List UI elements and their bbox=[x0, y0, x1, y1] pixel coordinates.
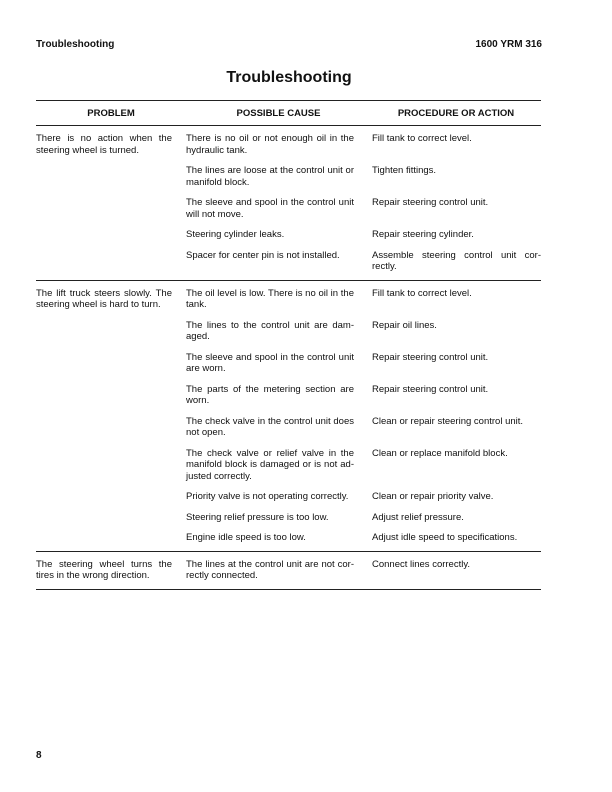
problem-cell: There is no action when the steering wheel is turned. bbox=[36, 133, 172, 156]
table-row bbox=[186, 320, 541, 343]
action-cell: Clean or replace manifold block. bbox=[372, 447, 508, 459]
cause-cell: Engine idle speed is too low. bbox=[186, 532, 306, 543]
troubleshooting-table bbox=[36, 100, 541, 590]
problem-group bbox=[36, 552, 541, 590]
column-header-possible-cause: POSSIBLE CAUSE bbox=[236, 107, 321, 119]
cause-cell: There is no oil or not enough oil in the hydraulic tank. bbox=[186, 133, 354, 156]
table-row bbox=[186, 197, 541, 220]
table-header-row bbox=[36, 101, 541, 126]
action-cell: Fill tank to correct level. bbox=[372, 287, 472, 299]
table-row bbox=[186, 288, 541, 311]
action-cell: Clean or repair priority valve. bbox=[372, 491, 494, 502]
cause-action-list bbox=[186, 133, 541, 273]
table-row bbox=[186, 448, 541, 483]
cause-cell: The parts of the metering section are worn. bbox=[186, 383, 354, 406]
cause-cell: The lines are loose at the control unit or manifold block. bbox=[186, 165, 354, 188]
column-header-problem: PROBLEM bbox=[87, 107, 135, 119]
table-row bbox=[186, 133, 541, 156]
problem-group bbox=[36, 126, 541, 281]
action-cell: Repair steering control unit. bbox=[372, 197, 489, 208]
table-row bbox=[186, 250, 541, 273]
running-header-section: Troubleshooting bbox=[36, 39, 115, 50]
action-cell: Connect lines correctly. bbox=[372, 558, 471, 570]
table-row bbox=[186, 384, 541, 407]
table-row bbox=[186, 352, 541, 375]
table-row bbox=[186, 512, 541, 524]
cause-cell: Steering relief pressure is too low. bbox=[186, 511, 329, 523]
problem-cell: The steering wheel turns the tires in the wrong direction. bbox=[36, 558, 172, 581]
action-cell: Tighten fittings. bbox=[372, 165, 437, 176]
action-cell: Adjust idle speed to specifications. bbox=[372, 532, 518, 543]
column-header-procedure-or-action: PROCEDURE OR ACTION bbox=[397, 107, 515, 119]
page-title: Troubleshooting bbox=[226, 69, 352, 86]
action-cell: Adjust relief pressure. bbox=[372, 511, 464, 523]
cause-cell: The sleeve and spool in the control unit are worn. bbox=[186, 351, 354, 374]
table-row bbox=[186, 165, 541, 188]
action-cell: Repair steering control unit. bbox=[372, 351, 489, 363]
action-cell: Repair oil lines. bbox=[372, 319, 437, 331]
action-cell: Assemble steering control unit cor-rectly. bbox=[372, 249, 541, 272]
cause-cell: The oil level is low. There is no oil in the tank. bbox=[186, 287, 354, 310]
action-cell: Fill tank to correct level. bbox=[372, 133, 472, 144]
problem-cell: The lift truck steers slowly. The steering wheel is hard to turn. bbox=[36, 287, 172, 310]
table-row bbox=[186, 416, 541, 439]
cause-cell: The check valve in the control unit does not open. bbox=[186, 415, 354, 438]
cause-cell: The lines to the control unit are dam-aged. bbox=[186, 319, 354, 342]
page-number: 8 bbox=[36, 750, 42, 761]
cause-cell: The check valve or relief valve in the manifold block is damaged or is not ad-justed correctly. bbox=[186, 447, 354, 482]
action-cell: Clean or repair steering control unit. bbox=[372, 415, 524, 427]
running-header-doc-code: 1600 YRM 316 bbox=[475, 39, 542, 50]
table-row bbox=[186, 229, 541, 241]
cause-action-list bbox=[186, 559, 541, 582]
cause-action-list bbox=[186, 288, 541, 544]
action-cell: Repair steering cylinder. bbox=[372, 229, 474, 240]
cause-cell: Steering cylinder leaks. bbox=[186, 229, 285, 240]
table-row bbox=[186, 532, 541, 544]
cause-cell: The sleeve and spool in the control unit will not move. bbox=[186, 197, 354, 220]
action-cell: Repair steering control unit. bbox=[372, 383, 489, 395]
table-row bbox=[186, 491, 541, 503]
cause-cell: Priority valve is not operating correctly. bbox=[186, 491, 349, 502]
problem-group bbox=[36, 281, 541, 552]
table-row bbox=[186, 559, 541, 582]
cause-cell: Spacer for center pin is not installed. bbox=[186, 249, 340, 261]
cause-cell: The lines at the control unit are not cor-rectly connected. bbox=[186, 558, 354, 581]
